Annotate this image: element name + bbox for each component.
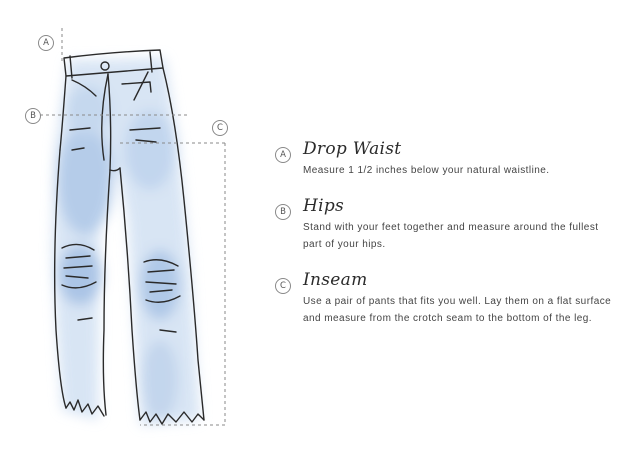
jeans-illustration bbox=[0, 0, 260, 465]
legend-desc-drop-waist: Measure 1 1/2 inches below your natural waistline. bbox=[303, 165, 550, 176]
legend-item-hips bbox=[275, 195, 615, 253]
badge-c-legend: C bbox=[275, 278, 291, 294]
legend-item-drop-waist bbox=[275, 138, 615, 179]
legend-desc-inseam: Use a pair of pants that fits you well. Lay them on a flat surface and measure from the crotch seam to the bottom of the leg. bbox=[303, 296, 612, 324]
badge-a-legend: A bbox=[275, 147, 291, 163]
badge-c-diagram: C bbox=[212, 120, 228, 136]
legend-desc-hips: Stand with your feet together and measure around the fullest part of your hips. bbox=[303, 222, 599, 250]
legend-item-inseam bbox=[275, 269, 615, 327]
legend-title-inseam: Inseam bbox=[303, 270, 368, 290]
measurement-legend bbox=[275, 138, 615, 343]
legend-title-drop-waist: Drop Waist bbox=[303, 139, 402, 159]
legend-title-hips: Hips bbox=[303, 196, 345, 216]
badge-a-diagram: A bbox=[38, 35, 54, 51]
badge-b-legend: B bbox=[275, 204, 291, 220]
badge-b-diagram: B bbox=[25, 108, 41, 124]
